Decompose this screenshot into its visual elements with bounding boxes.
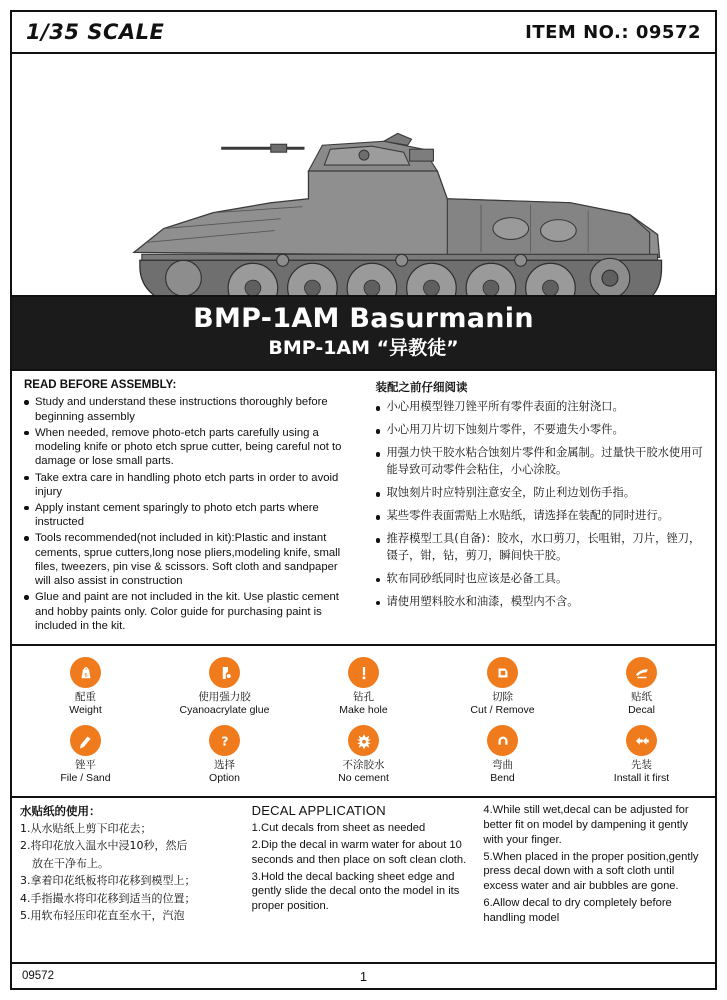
list-item: 4.While still wet,decal can be adjusted for better fit on model by dampening it gently with your finger.: [483, 803, 689, 846]
list-item: 2.将印花放入温水中浸10秒，然后: [20, 839, 188, 853]
glue-drop-icon: [209, 657, 240, 688]
svg-text:?: ?: [220, 734, 229, 750]
legend-item-cut-remove: [433, 654, 572, 722]
sheet-header: [12, 12, 715, 54]
sheet-footer: [12, 964, 715, 988]
list-item: 5.用软布轻压印花直至水干，汽泡: [20, 909, 185, 923]
decal-chinese-column: [20, 803, 252, 960]
legend-label-en: File / Sand: [60, 771, 111, 784]
legend-item-decal: [572, 654, 711, 722]
page-title-chinese: BMP-1AM “异教徒”: [268, 336, 459, 359]
list-item: Apply instant cement sparingly to photo etch parts where instructed: [22, 501, 356, 529]
legend-label-cn: 弯曲: [492, 759, 513, 772]
list-item: 小心用刀片切下蚀刻片零件，不要遗失小零件。: [374, 422, 706, 439]
legend-item-no-cement: [294, 722, 433, 790]
list-item: 1.Cut decals from sheet as needed: [251, 821, 426, 834]
decal-title-chinese: 水贴纸的使用：: [20, 803, 101, 818]
legend-label-en: Decal: [628, 704, 655, 717]
read-before-assembly-heading: READ BEFORE ASSEMBLY:: [24, 379, 177, 392]
list-item: 请使用塑料胶水和油漆，模型内不含。: [374, 594, 706, 611]
decal-english-column-right: [483, 803, 707, 960]
list-item: 1.从水贴纸上剪下印花去；: [20, 821, 152, 835]
list-item: 3.拿着印花纸板将印花移到模型上；: [20, 874, 196, 888]
list-item: Tools recommended(not included in kit):Plastic and instant cements, sprue cutters,long nose pliers,modeling knife, small files, tweezers, pin vise & scissors. Soft cloth and sandpaper will also assist in construction: [22, 531, 356, 588]
legend-label-en: Make hole: [339, 704, 388, 717]
footer-item-code: 09572: [22, 970, 54, 982]
legend-label-en: Cut / Remove: [470, 704, 535, 717]
list-item: 6.Allow decal to dry completely before handling model: [483, 897, 672, 925]
list-item: 3.Hold the decal backing sheet edge and gently slide the decal onto the model in its proper position.: [251, 870, 460, 913]
symbol-legend-section: [12, 646, 715, 797]
drill-hole-icon: [348, 657, 379, 688]
list-item: 2.Dip the decal in warm water for about 10 seconds and then place on soft clean cloth.: [251, 838, 467, 866]
list-item: 取蚀刻片时应特别注意安全，防止利边划伤手指。: [374, 485, 706, 502]
bend-icon: [487, 725, 518, 756]
legend-item-install-first: [572, 722, 711, 790]
legend-label-cn: 使用强力胶: [198, 691, 251, 704]
legend-label-cn: 配重: [75, 691, 96, 704]
instructions-chinese: [364, 379, 706, 636]
option-icon: [209, 725, 240, 756]
legend-label-cn: 不涂胶水: [342, 759, 385, 772]
legend-item-bend: [433, 722, 572, 790]
decal-icon: [626, 657, 657, 688]
legend-label-cn: 切除: [492, 691, 513, 704]
list-item: 某些零件表面需贴上水贴纸，请选择在装配的同时进行。: [374, 508, 706, 525]
legend-label-en: Install it first: [613, 771, 670, 784]
english-instruction-list: [22, 395, 356, 633]
decal-english-list-right: [483, 803, 707, 926]
page-number: 1: [359, 968, 368, 984]
legend-label-cn: 贴纸: [631, 691, 652, 704]
legend-row-1: [16, 654, 711, 722]
decal-english-column-left: [252, 803, 484, 960]
instructions-english: [22, 379, 364, 636]
list-item: Take extra care in handling photo etch parts in order to avoid injury: [22, 471, 356, 499]
legend-label-en: No cement: [338, 771, 389, 784]
legend-item-make-hole: [294, 654, 433, 722]
install-first-icon: [626, 725, 657, 756]
read-before-assembly-heading-chinese: 装配之前仔细阅读: [375, 380, 468, 395]
legend-row-2: [16, 722, 711, 790]
page-title: BMP-1AM Basurmanin: [193, 303, 534, 334]
list-item: 用强力快干胶水粘合蚀刻片零件和金属制。过量快干胶水使用可能导致可动零件会粘住，小心涂胶。: [374, 445, 706, 479]
title-band: [12, 297, 715, 371]
weight-icon: [70, 657, 101, 688]
legend-label-cn: 锉平: [75, 759, 96, 772]
legend-label-en: Cyanoacrylate glue: [179, 704, 270, 717]
legend-label-cn: 钻孔: [353, 691, 374, 704]
list-item: When needed, remove photo-etch parts carefully using a modeling knife or photo etch sprue cutter, being careful not to damage or lose small parts.: [22, 426, 356, 469]
cut-remove-icon: [487, 657, 518, 688]
list-item: 5.When placed in the proper position,gently press decal down with a soft cloth until excess water and air bubbles are gone.: [483, 850, 699, 893]
list-item: 软布同砂纸同时也应该是必备工具。: [374, 571, 706, 588]
decal-chinese-list: [20, 821, 244, 925]
instructions-section: [12, 371, 715, 646]
vehicle-illustration: [12, 54, 715, 297]
decal-application-section: [12, 798, 715, 964]
chinese-instruction-list: [374, 399, 706, 610]
legend-label-en: Option: [209, 771, 240, 784]
file-sand-icon: [70, 725, 101, 756]
legend-item-weight: [16, 654, 155, 722]
instruction-sheet: [10, 10, 717, 990]
legend-item-glue: [155, 654, 294, 722]
list-item: Glue and paint are not included in the kit. Use plastic cement and hobby paints only. Color guide for purchasing paint is included in the kit.: [22, 590, 356, 633]
list-item: 放在干净布上。: [32, 856, 109, 870]
item-number-label: ITEM NO.: 09572: [525, 21, 701, 43]
list-item: Study and understand these instructions thoroughly before beginning assembly: [22, 395, 356, 423]
scale-label: 1/35 SCALE: [26, 20, 165, 44]
legend-item-file-sand: [16, 722, 155, 790]
legend-label-cn: 选择: [214, 759, 235, 772]
list-item: 4.手指撮水将印花移到适当的位置；: [20, 891, 196, 905]
legend-item-option: [155, 722, 294, 790]
svg-text:6: 6: [83, 672, 88, 679]
legend-label-cn: 先装: [631, 759, 652, 772]
no-cement-icon: [348, 725, 379, 756]
legend-label-en: Bend: [490, 771, 515, 784]
decal-title-english: DECAL APPLICATION: [251, 802, 386, 818]
list-item: 小心用模型锉刀锉平所有零件表面的注射浇口。: [374, 399, 706, 416]
legend-label-en: Weight: [69, 704, 102, 717]
decal-english-list-left: [252, 821, 476, 914]
list-item: 推荐模型工具(自备)：胶水，水口剪刀，长咀钳，刀片，锉刀，镊子，钳，钻，剪刀，瞬间快干胶。: [374, 531, 706, 565]
